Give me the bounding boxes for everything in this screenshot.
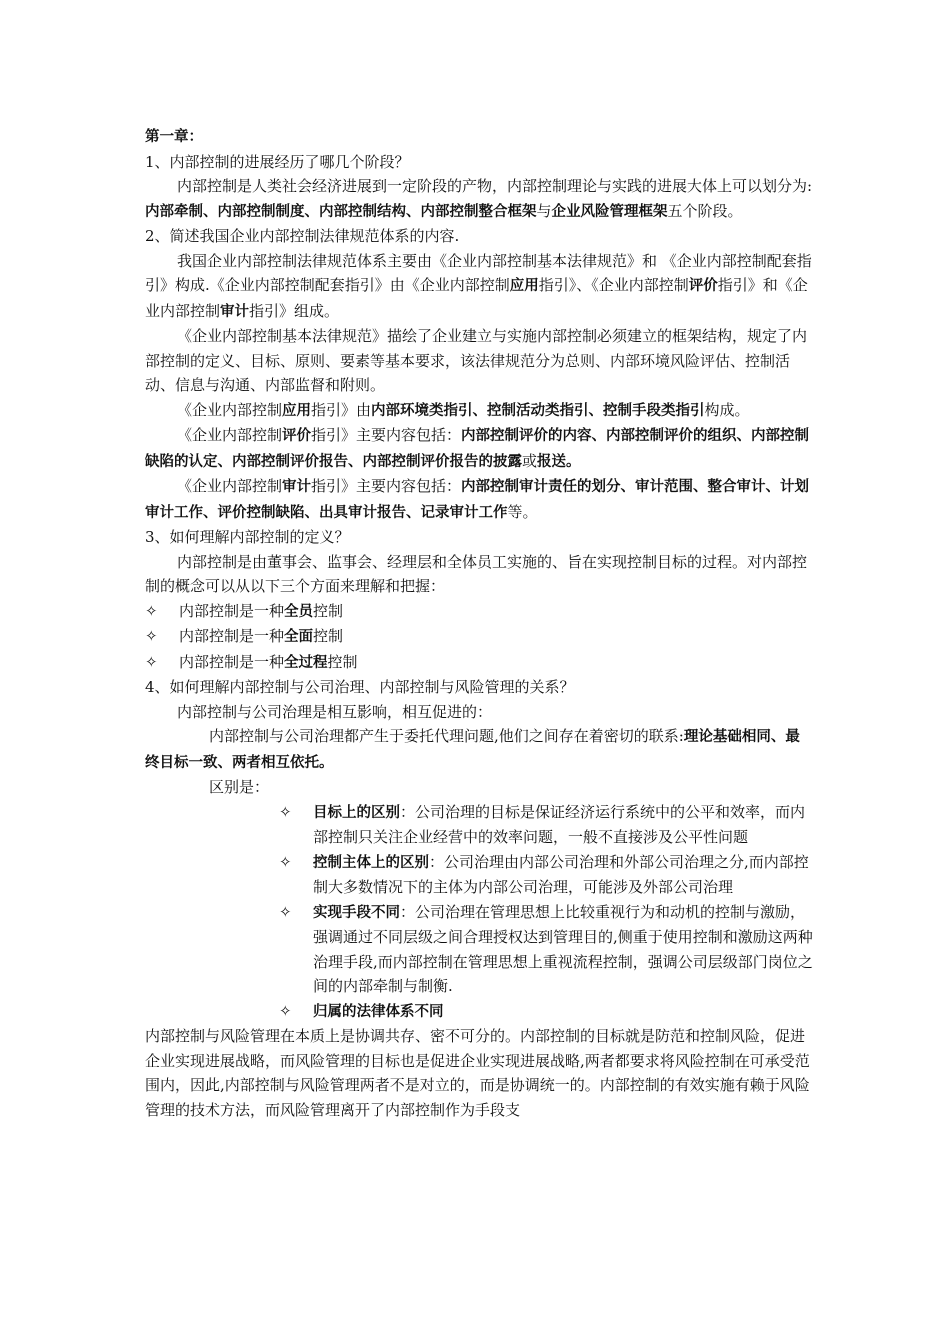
diamond-bullet-icon: ✧ [145, 627, 158, 645]
diamond-bullet-icon: ✧ [145, 601, 158, 620]
list-item: ✧ 实现手段不同：公司治理在管理思想上比较重视行为和动机的控制与激励，强调通过不同层级之间合理授权达到管理目的,侧重于使用控制和激励这两种治理手段,而内部控制在管理思想上重视流程控制，强调公司层级部门岗位之间的内部牵制与制衡. [279, 900, 813, 999]
question-4-title: 4、如何理解内部控制与公司治理、内部控制与风险管理的关系？ [145, 678, 575, 696]
list-item: ✧ 内部控制是一种全面控制 [145, 624, 813, 650]
diamond-bullet-icon: ✧ [279, 1001, 292, 1020]
question-2-title: 2、简述我国企业内部控制法律规范体系的内容. [145, 227, 460, 245]
document-page [145, 124, 813, 1122]
question-4-paragraph-1: 内部控制与公司治理是相互影响，相互促进的： [177, 702, 493, 721]
list-item: ✧ 目标上的区别：公司治理的目标是保证经济运行系统中的公平和效率，而内部控制只关注企业经营中的效率问题，一般不直接涉及公平性问题 [279, 800, 813, 850]
list-item: ✧ 内部控制是一种全过程控制 [145, 650, 813, 676]
question-4-differences-label: 区别是： [209, 778, 270, 796]
list-item: ✧ 归属的法律体系不同 [279, 999, 813, 1025]
diamond-bullet-icon: ✧ [279, 902, 292, 921]
diamond-bullet-icon: ✧ [279, 852, 292, 871]
question-2-paragraph-5: 《企业内部控制审计指引》主要内容包括：内部控制审计责任的划分、审计范围、整合审计、计划审计工作、评价控制缺陷、出具审计报告、记录审计工作等。 [145, 477, 810, 521]
question-1-title: 1、内部控制的进展经历了哪几个阶段？ [145, 152, 410, 171]
question-1-answer: 内部控制是人类社会经济进展到一定阶段的产物，内部控制理论与实践的进展大体上可以划分为:内部牵制、内部控制制度、内部控制结构、内部控制整合框架与企业风险管理框架五个阶段。 [145, 177, 813, 220]
question-4-paragraph-3: 内部控制与风险管理在本质上是协调共存、密不可分的。内部控制的目标就是防范和控制风险，促进企业实现进展战略，而风险管理的目标也是促进企业实现进展战略,两者都要求将风险控制在可承受范围内，因此,内部控制与风险管理两者不是对立的，而是协调统一的。内部控制的有效实施有赖于风险管理的技术方法，而风险管理离开了内部控制作为手段支 [145, 1027, 810, 1119]
diamond-bullet-icon: ✧ [145, 652, 158, 671]
question-2-paragraph-3: 《企业内部控制应用指引》由内部环境类指引、控制活动类指引、控制手段类指引构成。 [177, 400, 750, 419]
question-3-paragraph: 内部控制是由董事会、监事会、经理层和全体员工实施的、旨在实现控制目标的过程。对内部控制的概念可以从以下三个方面来理解和把握： [145, 552, 808, 595]
list-item: ✧ 内部控制是一种全员控制 [145, 599, 813, 625]
list-item: ✧ 控制主体上的区别：公司治理由内部公司治理和外部公司治理之分,而内部控制大多数情况下的主体为内部公司治理，可能涉及外部公司治理 [279, 850, 813, 900]
question-2-paragraph-4: 《企业内部控制评价指引》主要内容包括：内部控制评价的内容、内部控制评价的组织、内部控制缺陷的认定、内部控制评价报告、内部控制评价报告的披露或报送。 [145, 426, 810, 470]
chapter-heading: 第一章： [145, 129, 203, 145]
question-3-title: 3、如何理解内部控制的定义？ [145, 528, 350, 546]
question-2-paragraph-1: 我国企业内部控制法律规范体系主要由《企业内部控制基本法律规范》和 《企业内部控制配套指引》构成.《企业内部控制配套指引》由《企业内部控制应用指引》、《企业内部控制评价指引》和《企业内部控制审计指引》组成。 [145, 251, 812, 320]
diamond-bullet-icon: ✧ [279, 802, 292, 821]
question-2-paragraph-2: 《企业内部控制基本法律规范》描绘了企业建立与实施内部控制必须建立的框架结构，规定了内部控制的定义、目标、原则、要素等基本要求，该法律规范分为总则、内部环境风险评估、控制活动、信息与沟通、内部监督和附则。 [145, 327, 808, 394]
question-4-paragraph-2: 内部控制与公司治理都产生于委托代理问题,他们之间存在着密切的联系:理论基础相同、最终目标一致、两者相互依托。 [145, 727, 800, 771]
